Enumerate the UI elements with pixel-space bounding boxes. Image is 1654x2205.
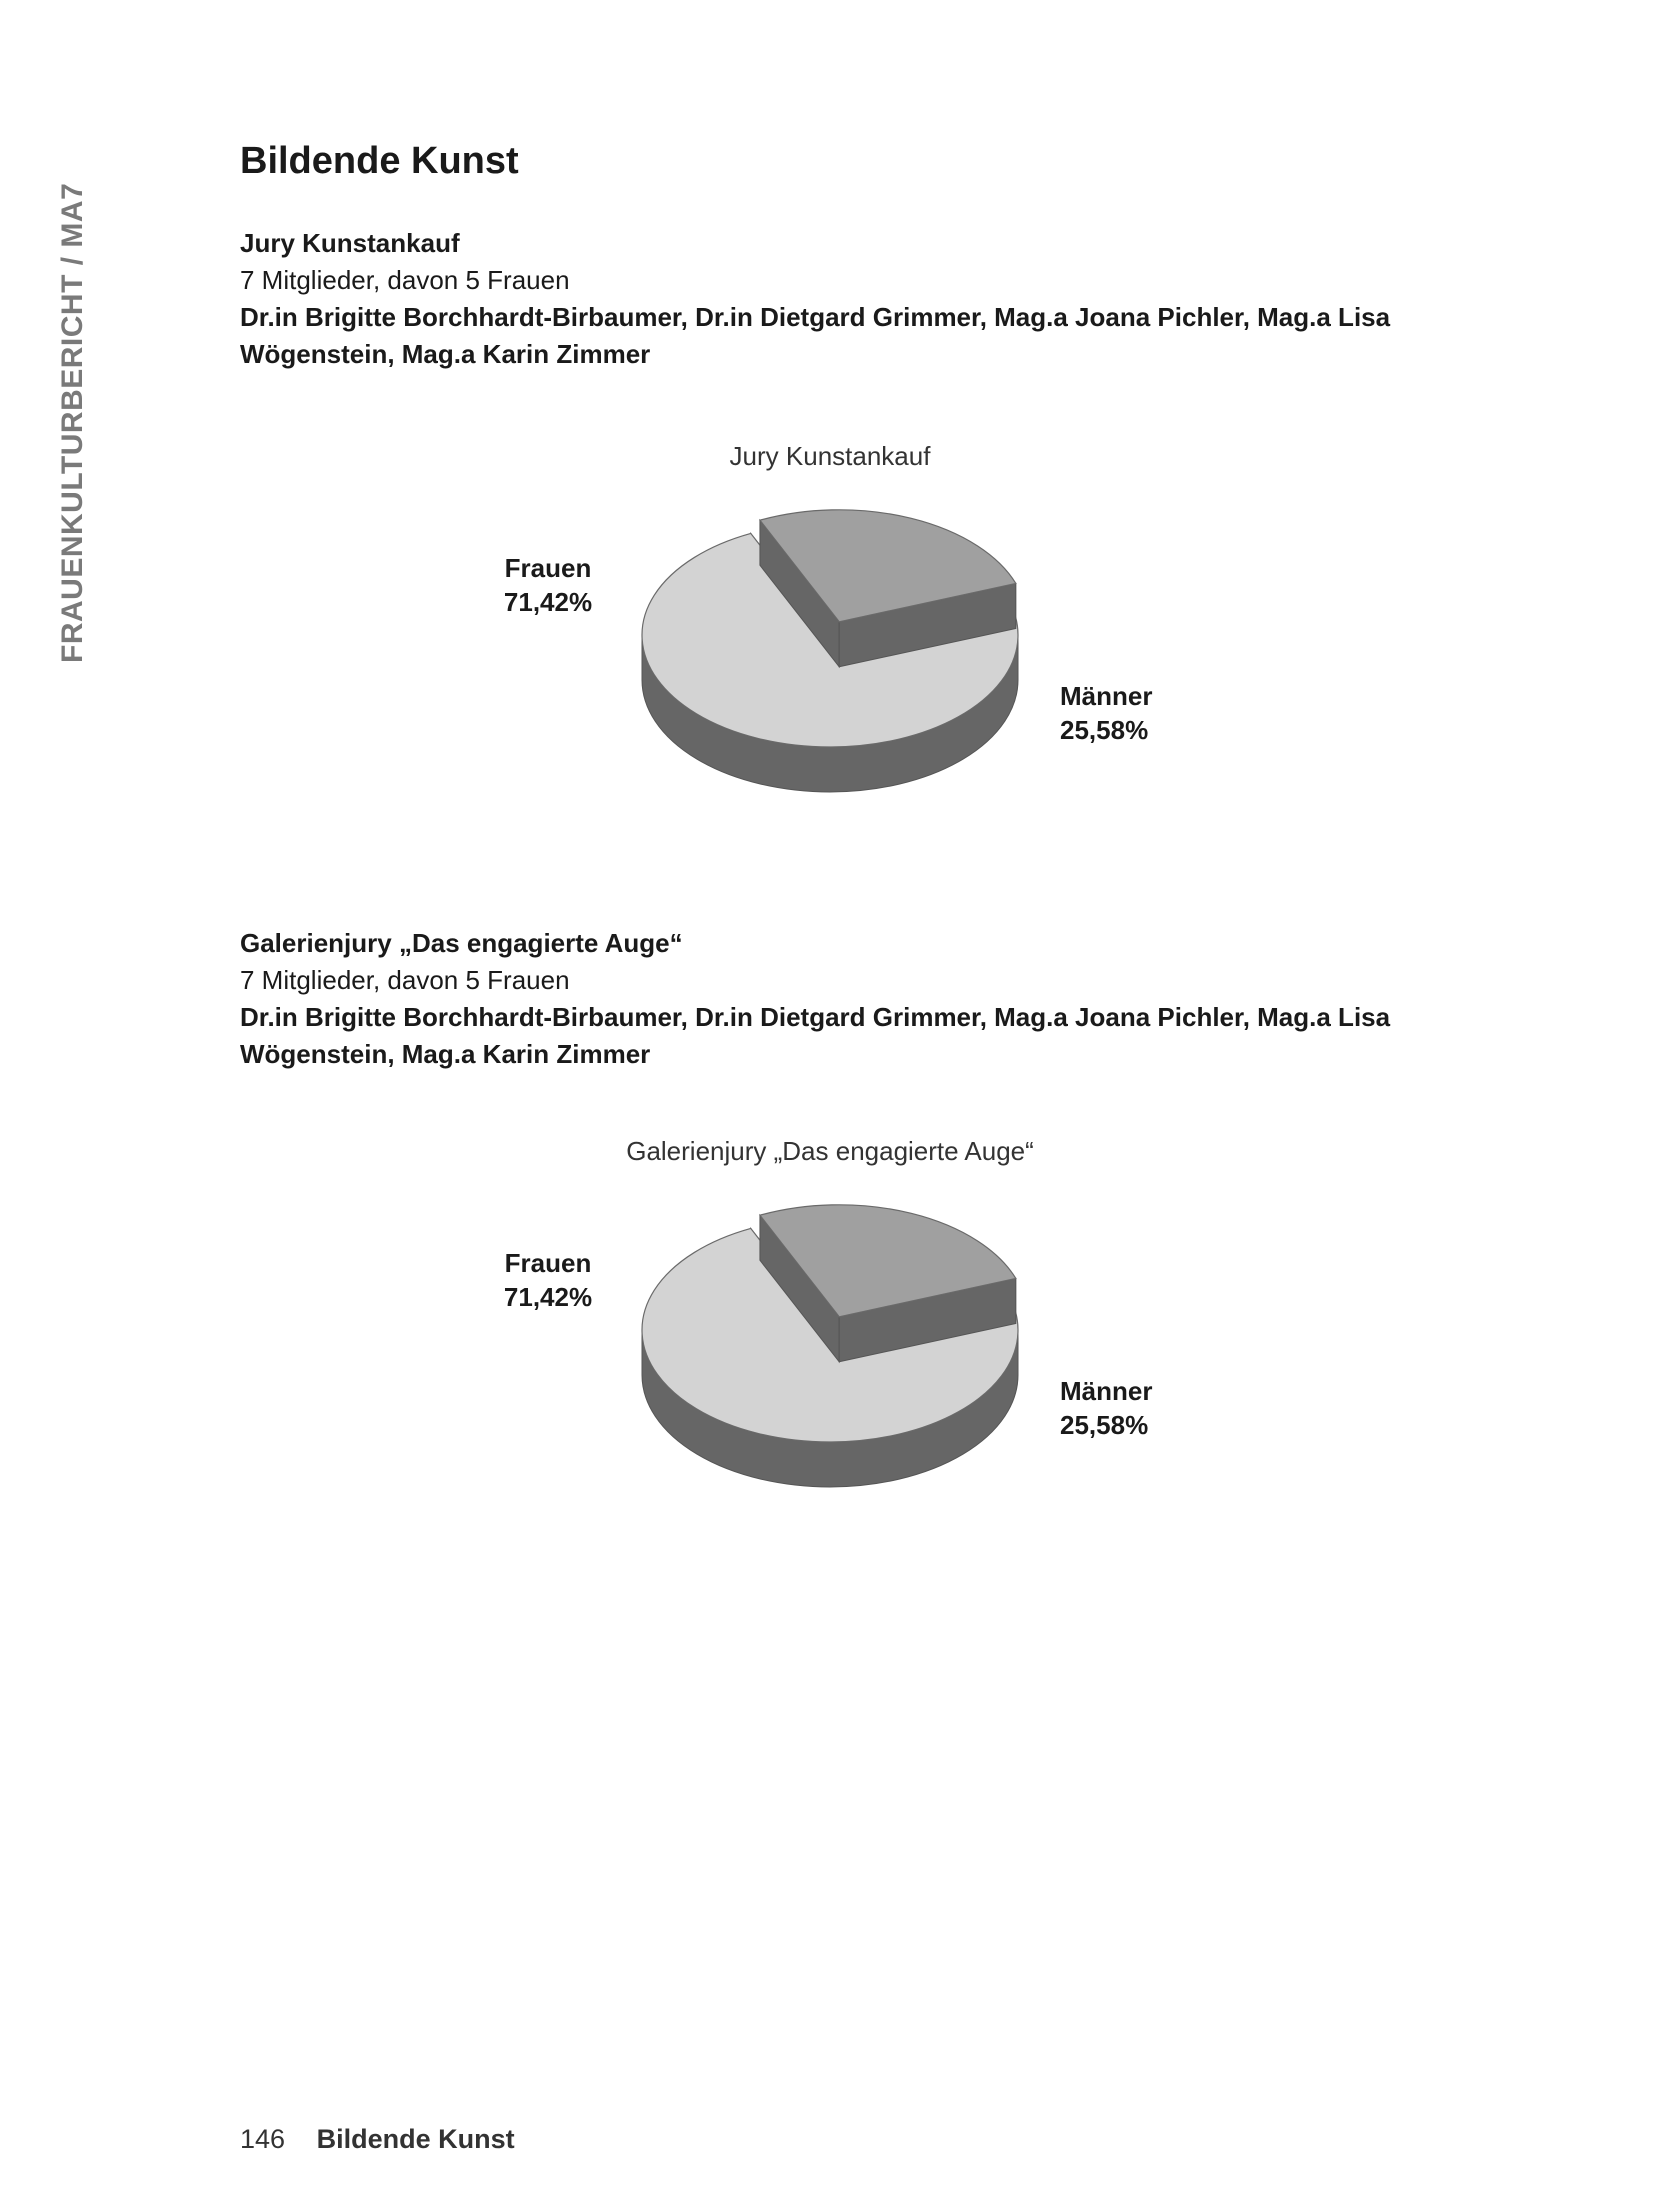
section-names-line2: Wögenstein, Mag.a Karin Zimmer [240, 339, 651, 369]
pie-chart-svg [0, 1130, 1654, 1490]
footer-title: Bildende Kunst [316, 2124, 515, 2154]
section-members: 7 Mitglieder, davon 5 Frauen [240, 965, 570, 995]
page-number: 146 [240, 2124, 286, 2154]
page-footer [240, 2124, 515, 2155]
chart-title: Jury Kunstankauf [729, 441, 931, 471]
pie-chart-svg [0, 435, 1654, 795]
pie-chart-galerienjury [0, 1130, 1654, 1490]
section-members: 7 Mitglieder, davon 5 Frauen [240, 265, 570, 295]
slice-label-mnner: Männer 25,58% [1060, 681, 1153, 745]
section-names-line1: Dr.in Brigitte Borchhardt-Birbaumer, Dr.in Dietgard Grimmer, Mag.a Joana Pichler, Mag.a Lisa [240, 1002, 1391, 1032]
slice-label-frauen: Frauen 71,42% [503, 1248, 593, 1312]
section-jury-kunstankauf [240, 225, 1540, 373]
section-names-line1: Dr.in Brigitte Borchhardt-Birbaumer, Dr.in Dietgard Grimmer, Mag.a Joana Pichler, Mag.a Lisa [240, 302, 1391, 332]
page-title: Bildende Kunst [240, 140, 519, 182]
section-title: Galerienjury „Das engagierte Auge“ [240, 928, 683, 958]
chart-title: Galerienjury „Das engagierte Auge“ [626, 1136, 1034, 1166]
slice-label-mnner: Männer 25,58% [1060, 1376, 1153, 1440]
slice-label-frauen: Frauen 71,42% [503, 553, 593, 617]
section-names-line2: Wögenstein, Mag.a Karin Zimmer [240, 1039, 651, 1069]
section-title: Jury Kunstankauf [240, 228, 460, 258]
pie-chart-jury-kunstankauf [0, 435, 1654, 795]
side-label: FRAUENKULTURBERICHT / MA7 [56, 182, 89, 663]
section-galerienjury [240, 925, 1540, 1073]
